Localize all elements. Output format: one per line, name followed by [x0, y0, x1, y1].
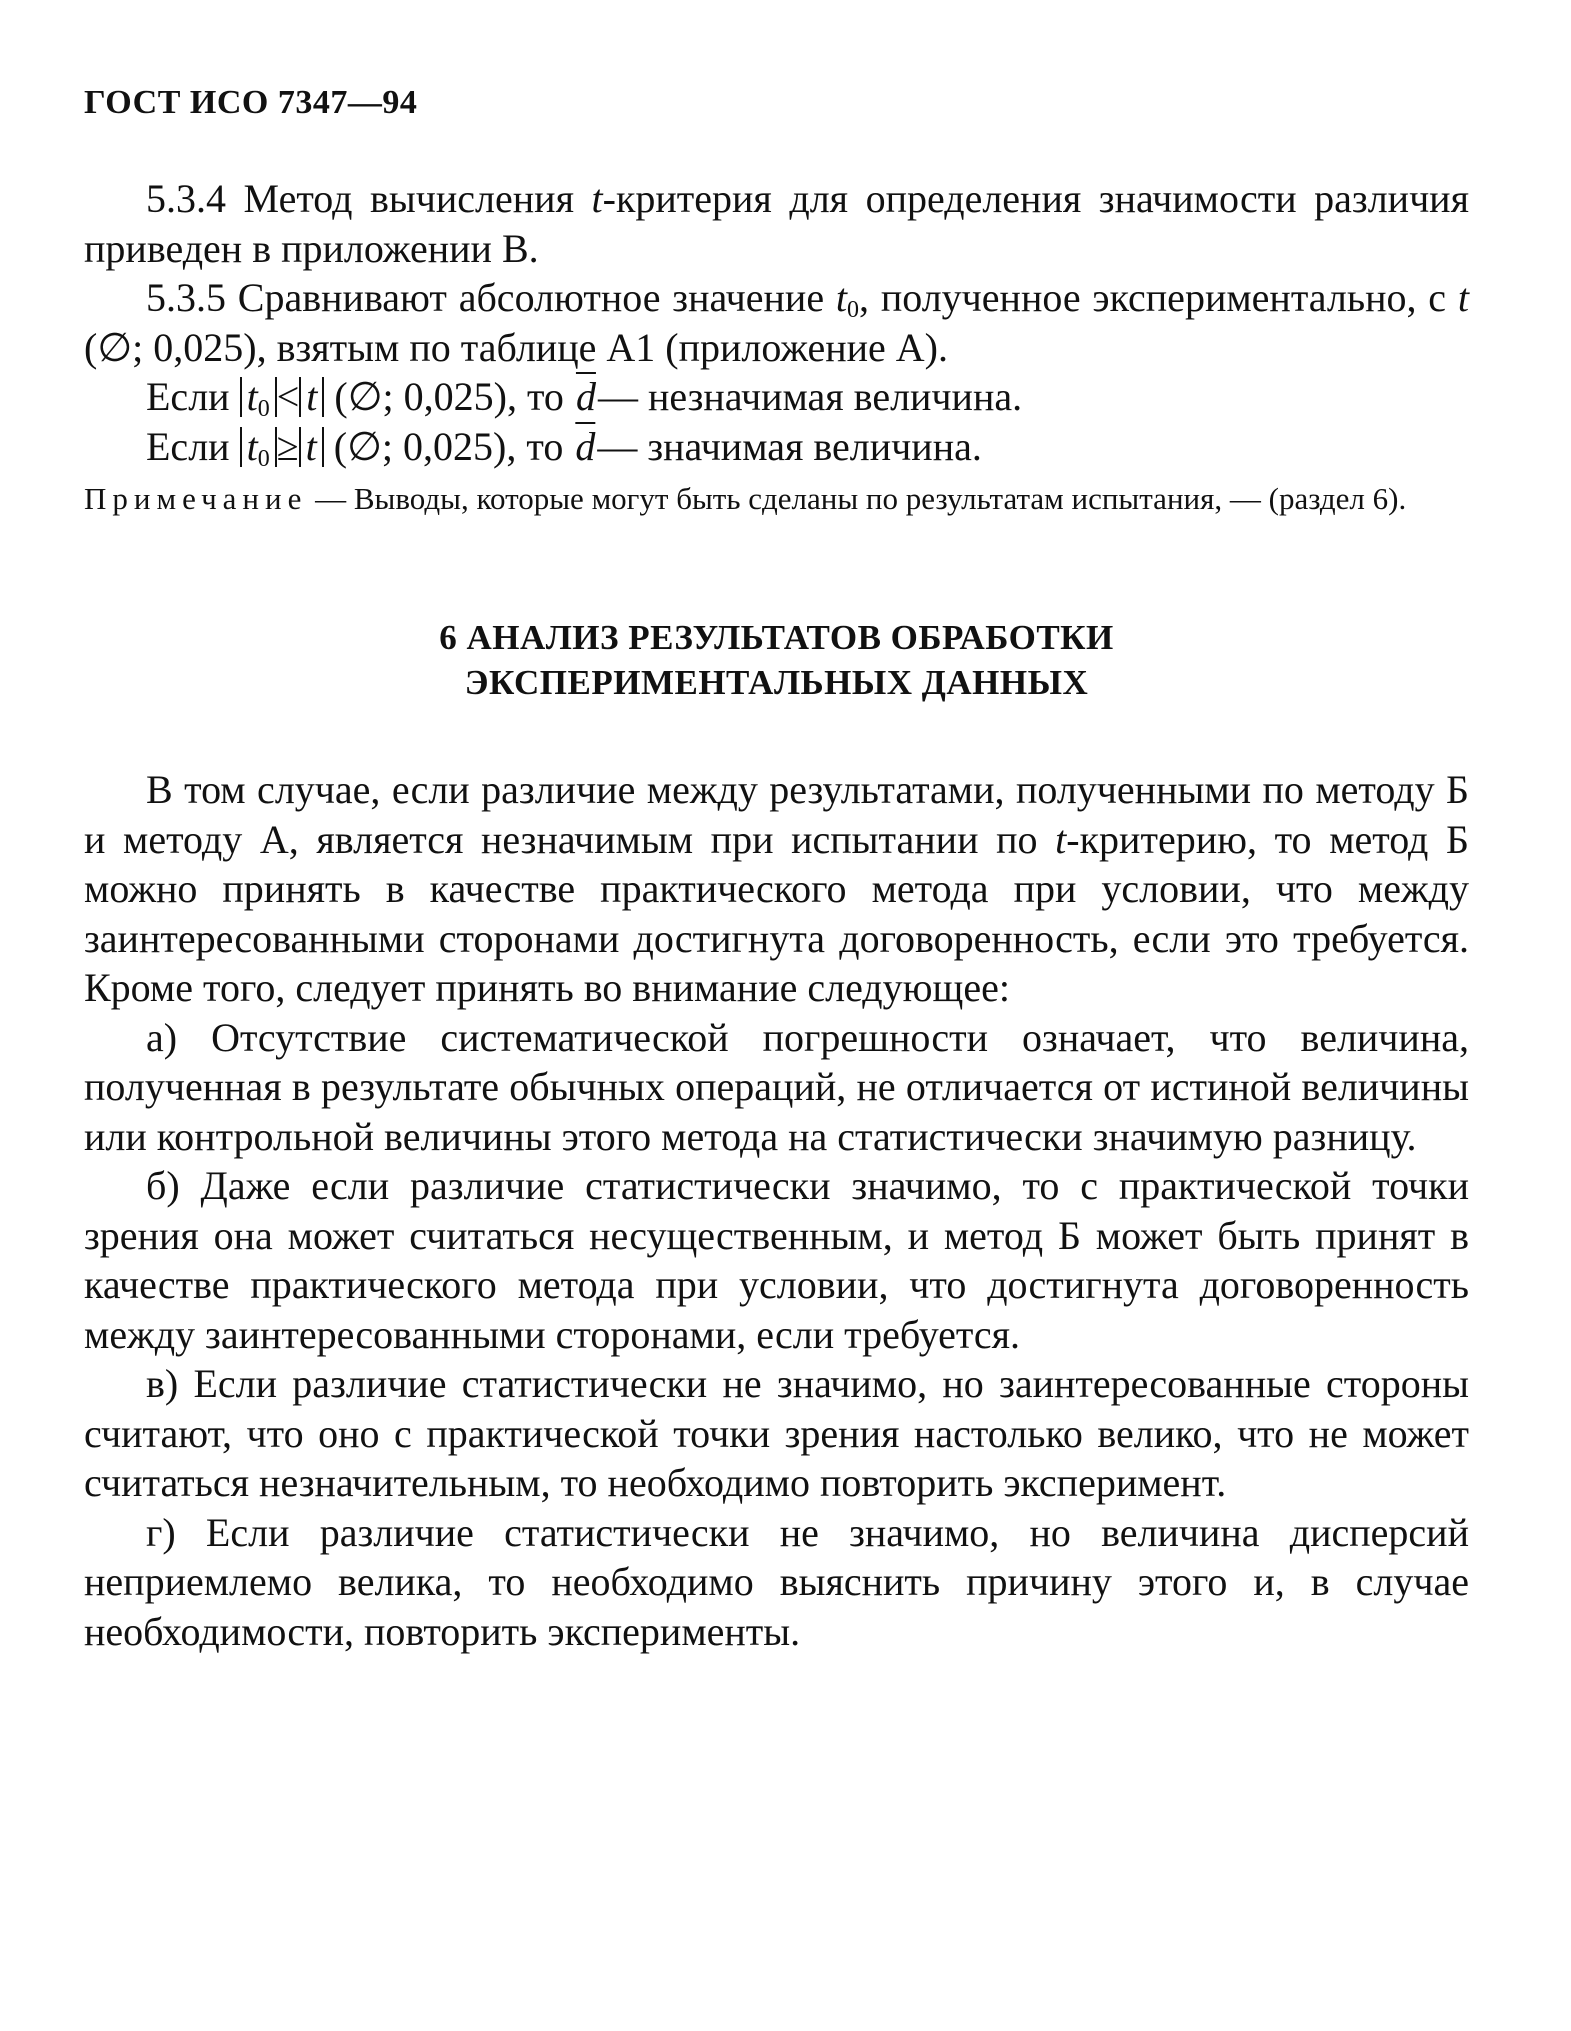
list-item-v: в) Если различие статистически не значимо, но заинтересованные стороны считают, что оно с практической точки зрения настолько велико, что не может считаться незначительным, то необходимо повторить эксперимент. [84, 1361, 1469, 1505]
note [84, 478, 1469, 519]
condition-args: (∅; 0,025), то [334, 374, 564, 419]
d-bar-symbol: $\overline{d}$ [575, 423, 596, 469]
abs-t0 [240, 374, 277, 422]
abs-t [299, 374, 324, 419]
t0-symbol: t [246, 423, 258, 469]
clause-number: 5.3.5 [146, 275, 226, 320]
condition-significant [84, 422, 1469, 472]
t-symbol: t [306, 374, 318, 419]
t-symbol: t [305, 423, 317, 469]
condition-args: (∅; 0,025), то [333, 423, 564, 469]
comparison-operator: < [276, 374, 300, 419]
clause-5-3-4 [84, 174, 1469, 273]
t0-symbol: t [246, 374, 258, 419]
if-word: Если [146, 374, 230, 419]
comparison-operator: ≥ [276, 423, 299, 469]
note-label: Примечание [84, 481, 308, 516]
section-title-line: 6 АНАЛИЗ РЕЗУЛЬТАТОВ ОБРАБОТКИ [439, 618, 1114, 657]
t0-subscript: 0 [257, 396, 270, 422]
t-symbol: t [591, 176, 603, 221]
clause-5-3-5 [84, 273, 1469, 372]
note-text: — Выводы, которые могут быть сделаны по результатам испытания, — (раздел 6). [307, 481, 1407, 516]
t0-subscript: 0 [257, 445, 270, 472]
clause-text: , полученное экспериментально, с [859, 275, 1458, 320]
condition-result: — значимая величина. [597, 423, 982, 469]
clause-number: 5.3.4 [146, 176, 226, 221]
if-word: Если [146, 423, 230, 469]
document-header: ГОСТ ИСО 7347—94 [84, 84, 418, 121]
t-symbol: t [1457, 275, 1469, 320]
list-item-g: г) Если различие статистически не значимо, но величина дисперсий неприемлемо велика, то необходимо выяснить причину этого и, в случае необходимости, повторить эксперименты. [84, 1509, 1469, 1654]
section-body [84, 765, 1469, 1656]
condition-insignificant [84, 372, 1469, 422]
intro-text: -критерию, то метод Б можно принять в качестве практического метода при условии, что между заинтересованными сторонами достигнута договоренность, если это требуется. Кроме того, следует принять во внимание следующее: [84, 816, 1470, 1010]
t0-subscript: 0 [847, 297, 860, 323]
section-intro [84, 765, 1469, 1013]
t0-symbol: t [835, 275, 848, 320]
intro-text: В том случае, если различие между результатами, полученными по методу Б и методу А, является незначимым при испытании по [84, 767, 1469, 862]
clause-text: Сравнивают абсолютное значение [226, 275, 836, 320]
abs-t [299, 423, 324, 469]
abs-t0 [240, 423, 277, 472]
clause-text: Метод вычисления [226, 176, 592, 221]
clause-text: -критерия для определения значимости различия приведен в приложении В. [84, 176, 1469, 271]
list-item-b: б) Даже если различие статистически значимо, то с практической точки зрения она может считаться несущественным, и метод Б может быть принят в качестве практического метода при условии, что достигнута договоренность между заинтересованными сторонами, если требуется. [84, 1163, 1469, 1357]
section-title [84, 615, 1469, 705]
clauses-block [84, 174, 1469, 471]
section-title-line: ЭКСПЕРИМЕНТАЛЬНЫХ ДАННЫХ [464, 663, 1089, 702]
condition-result: — незначимая величина. [597, 374, 1023, 419]
clause-text: (∅; 0,025), взятым по таблице А1 (приложение А). [84, 324, 948, 370]
list-item-a: а) Отсутствие систематической погрешности означает, что величина, полученная в результате обычных операций, не отличается от истиной величины или контрольной величины этого метода на статистически значимую разницу. [84, 1014, 1469, 1159]
d-bar-symbol: $\overline{d}$ [575, 374, 596, 419]
t-symbol: t [1055, 816, 1067, 862]
